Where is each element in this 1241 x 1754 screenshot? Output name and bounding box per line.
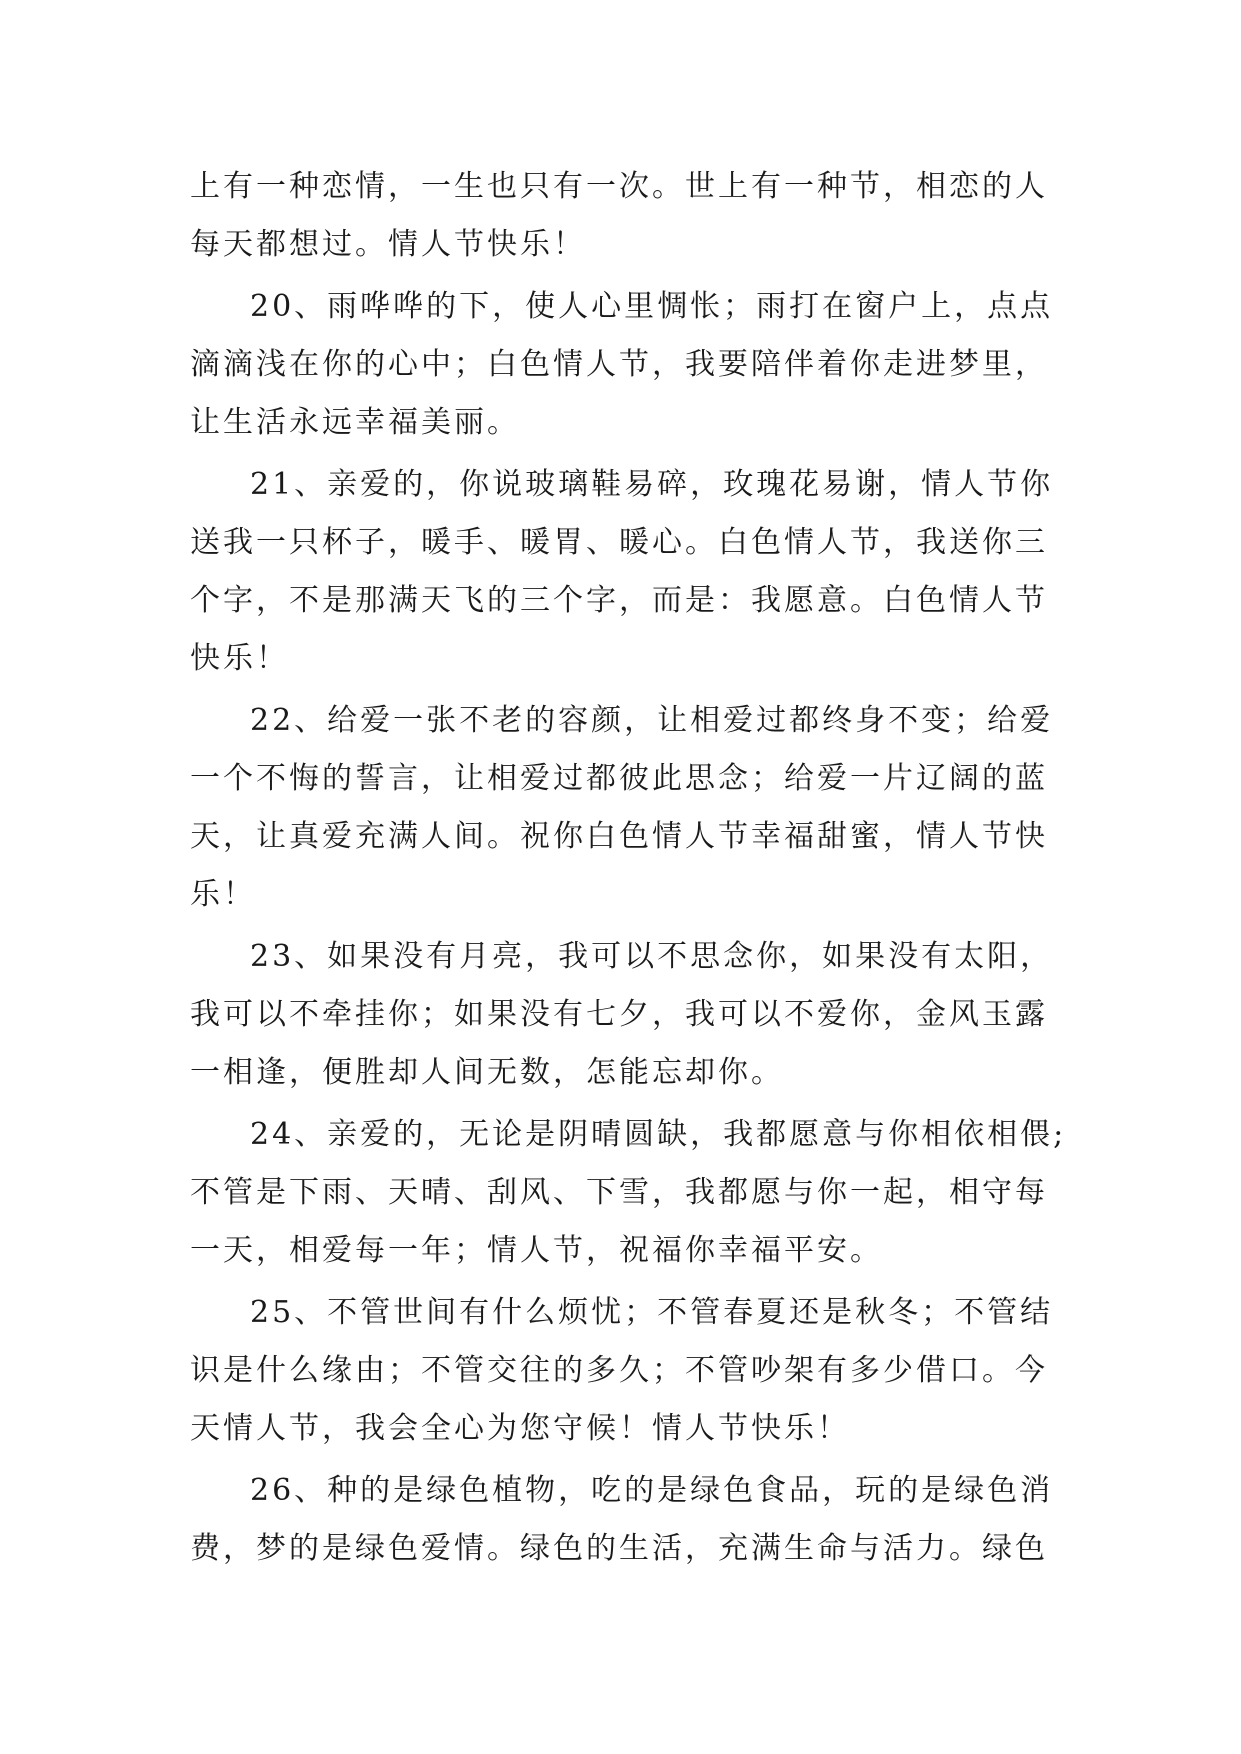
text-line: 一天，相爱每一年；情人节，祝福你幸福平安。: [190, 1233, 883, 1268]
text-line: 25、不管世间有什么烦忧；不管春夏还是秋冬；不管结: [250, 1295, 1054, 1330]
text-line: 个字，不是那满天飞的三个字，而是：我愿意。白色情人节: [190, 583, 1048, 618]
text-line: 一相逢，便胜却人间无数，怎能忘却你。: [190, 1055, 784, 1090]
text-line: 滴滴浅在你的心中；白色情人节，我要陪伴着你走进梦里，: [190, 347, 1048, 382]
paragraph-25: [190, 1284, 1054, 1458]
text-line: 快乐！: [190, 641, 289, 676]
paragraph-21: [190, 456, 1054, 688]
text-line: 乐！: [190, 877, 256, 912]
text-line: 我可以不牵挂你；如果没有七夕，我可以不爱你，金风玉露: [190, 997, 1048, 1032]
paragraph-22: [190, 692, 1054, 924]
paragraph-26: [190, 1462, 1054, 1578]
paragraph-continuation: [190, 158, 1050, 274]
paragraph-24: [190, 1106, 1067, 1280]
text-line: 22、给爱一张不老的容颜，让相爱过都终身不变；给爱: [250, 703, 1054, 738]
text-line: 上有一种恋情，一生也只有一次。世上有一种节，相恋的人: [190, 169, 1048, 204]
text-line: 26、种的是绿色植物，吃的是绿色食品，玩的是绿色消: [250, 1473, 1054, 1508]
text-line: 23、如果没有月亮，我可以不思念你，如果没有太阳，: [250, 939, 1054, 974]
text-line: 识是什么缘由；不管交往的多久；不管吵架有多少借口。今: [190, 1353, 1048, 1388]
paragraph-23: [190, 928, 1054, 1102]
document-body: [190, 158, 1067, 1582]
text-line: 不管是下雨、天晴、刮风、下雪，我都愿与你一起，相守每: [190, 1175, 1048, 1210]
text-line: 天，让真爱充满人间。祝你白色情人节幸福甜蜜，情人节快: [190, 819, 1048, 854]
text-line: 送我一只杯子，暖手、暖胃、暖心。白色情人节，我送你三: [190, 525, 1048, 560]
text-line: 每天都想过。情人节快乐！: [190, 227, 586, 262]
text-line: 20、雨哗哗的下，使人心里惆怅；雨打在窗户上，点点: [250, 289, 1054, 324]
text-line: 24、亲爱的，无论是阴晴圆缺，我都愿意与你相依相偎;: [250, 1117, 1067, 1152]
text-line: 让生活永远幸福美丽。: [190, 405, 520, 440]
paragraph-20: [190, 278, 1054, 452]
text-line: 21、亲爱的，你说玻璃鞋易碎，玫瑰花易谢，情人节你: [250, 467, 1054, 502]
text-line: 天情人节，我会全心为您守候！情人节快乐！: [190, 1411, 850, 1446]
text-line: 一个不悔的誓言，让相爱过都彼此思念；给爱一片辽阔的蓝: [190, 761, 1048, 796]
text-line: 费，梦的是绿色爱情。绿色的生活，充满生命与活力。绿色: [190, 1531, 1048, 1566]
